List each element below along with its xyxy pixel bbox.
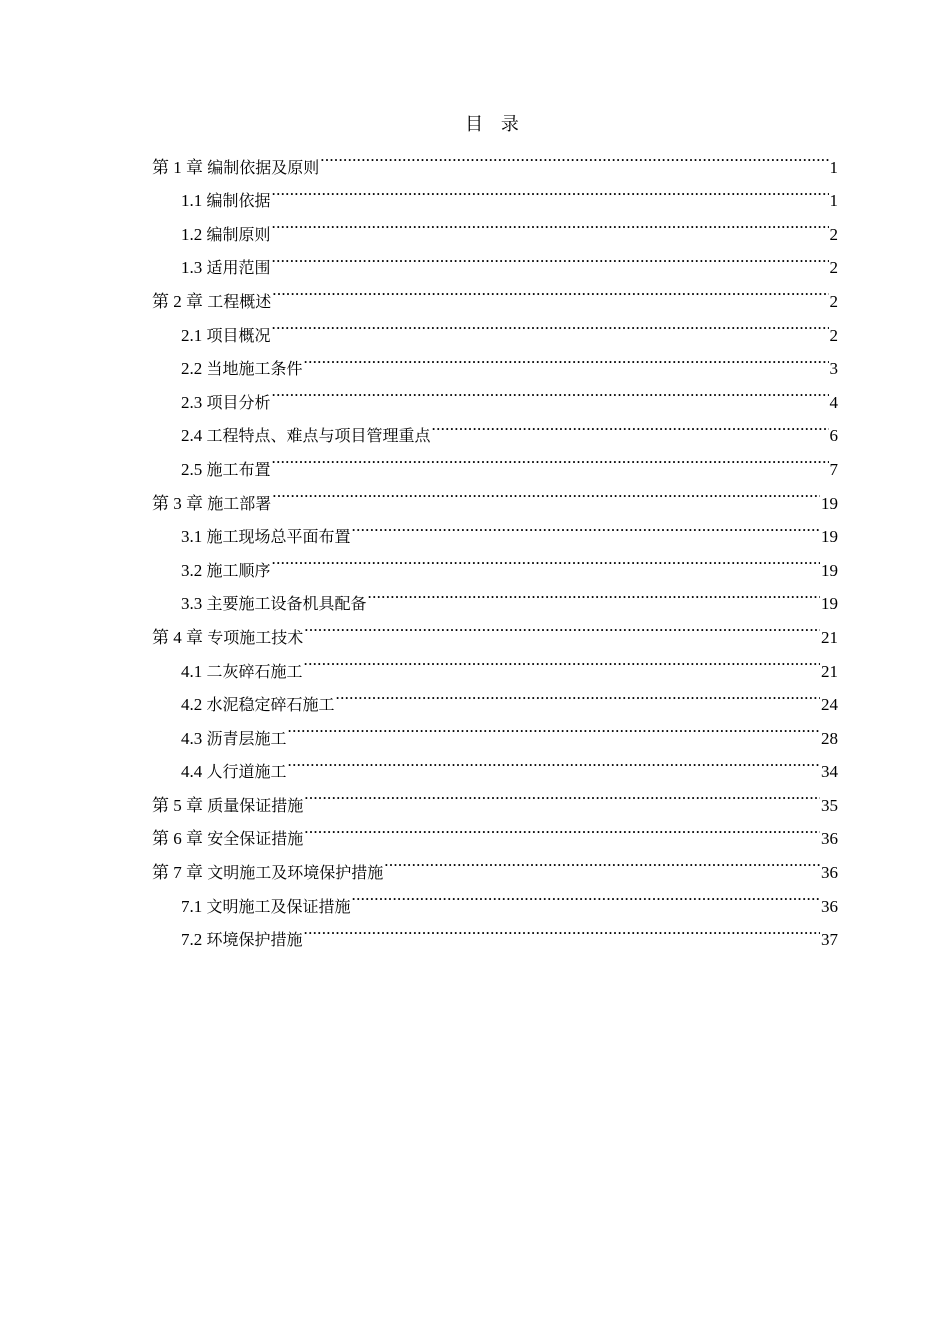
toc-entry-number: 4.2 xyxy=(181,695,203,715)
toc-page-number: 1 xyxy=(829,191,838,211)
toc-entry-number: 第 7 章 xyxy=(152,863,203,883)
toc-leader-dots xyxy=(352,509,820,543)
toc-entry-number: 3.1 xyxy=(181,527,203,547)
toc-entry[interactable] xyxy=(152,139,838,177)
toc-entry-label xyxy=(152,285,271,319)
toc-entry-title: 安全保证措施 xyxy=(207,829,304,849)
toc-entry-title: 专项施工技术 xyxy=(207,627,304,647)
toc-entry-label xyxy=(152,487,271,521)
toc-entry-label xyxy=(152,621,303,655)
toc-page-number: 19 xyxy=(821,527,838,547)
toc-leader-dots xyxy=(304,811,820,845)
toc-leader-dots xyxy=(272,542,820,576)
toc-page-number: 2 xyxy=(829,325,838,345)
toc-entry-label xyxy=(181,453,271,487)
toc-leader-dots xyxy=(272,307,829,341)
toc-entry-label xyxy=(152,856,383,890)
toc-page-number: 19 xyxy=(821,594,838,614)
toc-entry-title: 二灰碎石施工 xyxy=(206,661,303,681)
toc-entry-title: 环境保护措施 xyxy=(206,930,303,950)
toc-entry-number: 7.2 xyxy=(181,930,203,950)
toc-entry-title: 人行道施工 xyxy=(206,762,287,782)
toc-page-number: 2 xyxy=(829,258,838,278)
toc-leader-dots xyxy=(304,777,820,811)
toc-entry-label xyxy=(181,554,271,588)
toc-leader-dots xyxy=(384,844,820,878)
toc-entry-label xyxy=(152,789,303,823)
toc-entry-number: 第 1 章 xyxy=(152,157,203,177)
toc-entry-number: 4.1 xyxy=(181,661,203,681)
toc-entry-title: 施工顺序 xyxy=(206,560,271,580)
toc-page-number: 4 xyxy=(829,392,838,412)
toc-entry-number: 7.1 xyxy=(181,896,203,916)
toc-entry-label xyxy=(181,722,287,756)
toc-entry-number: 4.3 xyxy=(181,728,203,748)
toc-leader-dots xyxy=(272,240,829,274)
toc-entry-number: 2.5 xyxy=(181,459,203,479)
toc-page-number: 19 xyxy=(821,493,838,513)
toc-entry-number: 4.4 xyxy=(181,762,203,782)
toc-entry-title: 工程特点、难点与项目管理重点 xyxy=(206,426,431,446)
toc-leader-dots xyxy=(272,273,828,307)
toc-entry-number: 1.1 xyxy=(181,191,203,211)
toc-leader-dots xyxy=(336,677,820,711)
toc-page-number: 7 xyxy=(829,459,838,479)
toc-leader-dots xyxy=(272,173,829,207)
toc-entry-title: 水泥稳定碎石施工 xyxy=(206,695,335,715)
toc-entry-number: 第 4 章 xyxy=(152,627,203,647)
toc-page-number: 36 xyxy=(821,896,838,916)
toc-leader-dots xyxy=(352,878,820,912)
toc-entry-title: 文明施工及保证措施 xyxy=(206,896,351,916)
table-of-contents xyxy=(152,139,838,950)
toc-leader-dots xyxy=(288,710,820,744)
toc-leader-dots xyxy=(288,744,820,778)
toc-leader-dots xyxy=(272,441,829,475)
toc-entry-number: 第 3 章 xyxy=(152,493,203,513)
toc-page-number: 21 xyxy=(821,661,838,681)
toc-leader-dots xyxy=(272,206,829,240)
toc-leader-dots xyxy=(368,576,820,610)
toc-entry-number: 1.2 xyxy=(181,224,203,244)
toc-entry-title: 沥青层施工 xyxy=(206,728,287,748)
toc-page-number: 2 xyxy=(829,224,838,244)
toc-page-number: 19 xyxy=(821,560,838,580)
toc-entry-label xyxy=(181,655,303,689)
toc-entry-title: 质量保证措施 xyxy=(207,795,304,815)
toc-entry-title: 编制依据 xyxy=(206,191,271,211)
toc-page-number: 21 xyxy=(821,627,838,647)
toc-entry-title: 施工部署 xyxy=(207,493,272,513)
toc-entry-number: 3.2 xyxy=(181,560,203,580)
toc-entry-title: 当地施工条件 xyxy=(206,359,303,379)
toc-page-number: 35 xyxy=(821,795,838,815)
toc-leader-dots xyxy=(304,341,829,375)
toc-entry-number: 2.2 xyxy=(181,359,203,379)
toc-page-number: 1 xyxy=(829,157,838,177)
toc-entry-label xyxy=(181,923,303,957)
toc-entry-title: 文明施工及环境保护措施 xyxy=(207,863,384,883)
toc-entry-number: 3.3 xyxy=(181,594,203,614)
toc-page-number: 37 xyxy=(821,930,838,950)
toc-entry-label xyxy=(181,386,271,420)
toc-leader-dots xyxy=(272,374,829,408)
toc-page-number: 2 xyxy=(829,291,838,311)
toc-leader-dots xyxy=(304,609,820,643)
toc-leader-dots xyxy=(320,139,828,173)
toc-page-number: 36 xyxy=(821,863,838,883)
toc-entry-title: 项目分析 xyxy=(206,392,271,412)
toc-entry-title: 项目概况 xyxy=(206,325,271,345)
toc-entry-label xyxy=(181,184,271,218)
toc-entry-number: 2.3 xyxy=(181,392,203,412)
toc-entry-title: 施工现场总平面布置 xyxy=(206,527,351,547)
toc-page-number: 28 xyxy=(821,728,838,748)
toc-entry-number: 第 2 章 xyxy=(152,291,203,311)
toc-leader-dots xyxy=(304,643,820,677)
toc-page-number: 6 xyxy=(829,426,838,446)
toc-entry-title: 编制原则 xyxy=(206,224,271,244)
toc-entry-title: 施工布置 xyxy=(206,459,271,479)
toc-leader-dots xyxy=(432,408,829,442)
toc-leader-dots xyxy=(272,475,820,509)
toc-entry-number: 第 5 章 xyxy=(152,795,203,815)
toc-page-number: 3 xyxy=(829,359,838,379)
toc-entry-label xyxy=(181,251,271,285)
toc-entry-label xyxy=(181,755,287,789)
toc-page-number: 34 xyxy=(821,762,838,782)
toc-entry-label xyxy=(181,319,271,353)
toc-entry-label xyxy=(181,218,271,252)
toc-entry-title: 编制依据及原则 xyxy=(207,157,320,177)
toc-entry-number: 第 6 章 xyxy=(152,829,203,849)
toc-page-number: 24 xyxy=(821,695,838,715)
toc-entry-title: 适用范围 xyxy=(206,258,271,278)
toc-leader-dots xyxy=(304,912,820,946)
toc-entry-number: 2.4 xyxy=(181,426,203,446)
toc-entry-title: 主要施工设备机具配备 xyxy=(206,594,367,614)
toc-title: 目 录 xyxy=(465,114,525,135)
toc-entry-title: 工程概述 xyxy=(207,291,272,311)
toc-page-number: 36 xyxy=(821,829,838,849)
toc-entry-number: 1.3 xyxy=(181,258,203,278)
toc-entry-number: 2.1 xyxy=(181,325,203,345)
toc-entry-label xyxy=(152,822,303,856)
